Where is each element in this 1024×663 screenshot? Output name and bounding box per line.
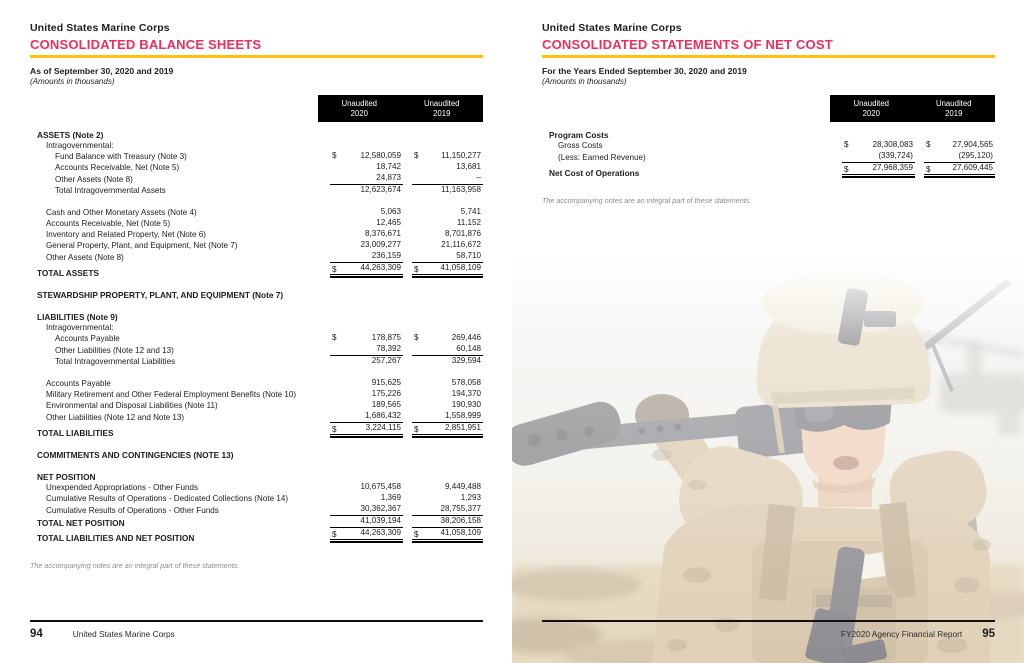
marine-photo-illustration	[512, 255, 1024, 663]
table-row	[30, 311, 483, 322]
value-2019: 28,755,377	[412, 504, 483, 516]
value-2020	[330, 459, 403, 460]
row-label: Accounts Payable	[46, 379, 111, 388]
dollar-sign: $	[332, 530, 337, 539]
table-row	[30, 516, 483, 528]
table-row	[30, 344, 483, 356]
value-2019: –	[412, 173, 483, 185]
row-label: Accounts Receivable, Net (Note 5)	[46, 219, 171, 228]
table-row	[30, 162, 483, 173]
row-label: Intragovernmental:	[46, 323, 114, 332]
value-2020: 30,362,367	[330, 504, 403, 516]
table-row	[30, 528, 483, 543]
table-row	[30, 240, 483, 251]
value-2020: 5,063	[380, 207, 401, 216]
value-2019: 1,558,999	[412, 411, 483, 423]
table-row	[30, 251, 483, 263]
table-row	[30, 504, 483, 516]
row-label: STEWARDSHIP PROPERTY, PLANT, AND EQUIPMENT (Note 7)	[37, 290, 284, 300]
value-2019	[412, 459, 483, 460]
table-row	[30, 356, 483, 367]
row-label: Other Assets (Note 8)	[55, 175, 133, 184]
amounts-note: (Amounts in thousands)	[542, 77, 627, 86]
row-label: Accounts Payable	[55, 334, 120, 343]
statement-date-line: As of September 30, 2020 and 2019	[30, 66, 174, 76]
column-header-line: 2019	[945, 108, 963, 118]
value-2019: $ 269,446	[414, 333, 481, 342]
value-2019: 11,163,958	[441, 185, 481, 194]
row-label: Cumulative Results of Operations - Other Funds	[46, 506, 219, 515]
value-2019: 8,701,876	[444, 229, 481, 238]
value-2020: $ 44,263,309	[330, 528, 403, 543]
row-label: TOTAL ASSETS	[37, 268, 99, 278]
value-2020: 1,686,432	[330, 411, 403, 423]
value-2020: 41,039,194	[330, 516, 403, 528]
value-2020: 175,226	[371, 389, 401, 398]
column-header-box	[318, 95, 483, 122]
value-2019: $ 11,150,277	[414, 151, 481, 160]
row-label: Military Retirement and Other Federal Employment Benefits (Note 10)	[46, 390, 297, 399]
table-row	[30, 207, 483, 218]
value-2020: (339,724)	[842, 151, 915, 163]
table-spacer	[30, 300, 483, 311]
table-row	[30, 333, 483, 344]
value-2019: 5,741	[460, 207, 481, 216]
row-label: Other Liabilities (Note 12 and 13)	[55, 346, 174, 355]
table-row	[542, 151, 995, 163]
table-row	[30, 449, 483, 460]
table-row	[30, 423, 483, 438]
row-label: LIABILITIES (Note 9)	[37, 312, 118, 322]
table-row	[542, 129, 995, 140]
row-label: Inventory and Related Property, Net (Note 6)	[46, 230, 207, 239]
column-header-line: Unaudited	[423, 99, 460, 108]
value-2019: 190,930	[451, 400, 481, 409]
value-2019: 1,293	[460, 493, 481, 502]
value-2020: 12,465	[376, 218, 401, 227]
table-row	[30, 389, 483, 400]
column-header-2019	[913, 95, 996, 122]
value-2019: 578,058	[451, 378, 481, 387]
row-label: Total Intragovernmental Assets	[55, 186, 166, 195]
org-name: United States Marine Corps	[542, 22, 682, 34]
value-2019: $ 41,058,109	[412, 263, 483, 278]
column-header-line: Unaudited	[341, 99, 378, 108]
value-2019: $ 27,904,565	[926, 140, 993, 149]
page-title: CONSOLIDATED BALANCE SHEETS	[30, 37, 483, 58]
value-2020: 24,873	[330, 173, 403, 185]
value-2020: $ 27,968,359	[842, 163, 915, 178]
dollar-sign: $	[844, 140, 849, 149]
value-2020: 10,675,458	[360, 482, 401, 491]
value-2019: $ 2,851,951	[412, 423, 483, 438]
row-label: NET POSITION	[37, 472, 96, 482]
row-label: Program Costs	[549, 130, 609, 140]
table-spacer	[30, 460, 483, 471]
table-row	[30, 263, 483, 278]
value-2020: $ 44,263,309	[330, 263, 403, 278]
table-row	[30, 185, 483, 196]
dollar-sign: $	[414, 425, 419, 434]
dollar-sign: $	[414, 333, 419, 342]
table-row	[30, 493, 483, 504]
row-label: Total Intragovernmental Liabilities	[55, 357, 176, 366]
column-header-line: 2020	[350, 108, 368, 118]
row-label: ASSETS (Note 2)	[37, 130, 104, 140]
page-number: 95	[982, 628, 995, 640]
table-row	[30, 173, 483, 185]
table-row	[30, 229, 483, 240]
table-row	[30, 218, 483, 229]
column-header-line: Unaudited	[935, 99, 972, 108]
footer-label: United States Marine Corps	[72, 629, 175, 639]
value-2019: $ 27,609,445	[924, 163, 995, 178]
marine-photo	[512, 255, 1024, 663]
row-label: Gross Costs	[558, 141, 603, 150]
value-2020	[330, 321, 403, 322]
value-2019: 329,594	[451, 356, 481, 365]
dollar-sign: $	[926, 165, 931, 174]
row-label: TOTAL LIABILITIES	[37, 428, 114, 438]
row-label: TOTAL NET POSITION	[37, 518, 125, 528]
row-label: Environmental and Disposal Liabilities (Note 11)	[46, 401, 218, 410]
value-2019: 11,152	[456, 218, 481, 227]
column-header-line: Unaudited	[853, 99, 890, 108]
page-title: CONSOLIDATED STATEMENTS OF NET COST	[542, 37, 995, 58]
value-2020: 915,625	[371, 378, 401, 387]
column-header-2020	[318, 95, 401, 122]
table-row	[30, 140, 483, 151]
row-label: Other Assets (Note 8)	[46, 253, 124, 262]
net-cost-rows	[542, 129, 995, 178]
value-2019	[412, 139, 483, 140]
value-2019: 9,449,488	[444, 482, 481, 491]
table-row	[30, 378, 483, 389]
column-header-line: 2019	[433, 108, 451, 118]
table-row	[30, 129, 483, 140]
value-2019: $ 41,058,109	[412, 528, 483, 543]
dollar-sign: $	[332, 425, 337, 434]
org-name: United States Marine Corps	[30, 22, 170, 34]
value-2019: 21,116,672	[441, 240, 481, 249]
page-footer	[542, 620, 995, 640]
amounts-note: (Amounts in thousands)	[30, 77, 115, 86]
row-label: Intragovernmental:	[46, 141, 114, 150]
balance-sheet-rows	[30, 129, 483, 543]
page-number: 94	[30, 628, 43, 640]
dollar-sign: $	[414, 530, 419, 539]
page-footer	[30, 620, 483, 640]
row-label: Fund Balance with Treasury (Note 3)	[55, 152, 187, 161]
value-2020: 8,376,671	[364, 229, 401, 238]
row-label: Unexpended Appropriations - Other Funds	[46, 483, 199, 492]
column-header-2019	[401, 95, 484, 122]
value-2019: 194,370	[451, 389, 481, 398]
value-2020: 18,742	[376, 162, 401, 171]
row-label: Cumulative Results of Operations - Dedicated Collections (Note 14)	[46, 494, 289, 503]
table-row	[30, 151, 483, 162]
column-header-line: 2020	[862, 108, 880, 118]
dollar-sign: $	[926, 140, 931, 149]
table-row	[30, 322, 483, 333]
table-row	[542, 140, 995, 151]
value-2019: 60,148	[412, 344, 483, 356]
value-2020: 78,392	[330, 344, 403, 356]
table-spacer	[30, 278, 483, 289]
net-cost-page	[512, 0, 1024, 663]
value-2019: 58,710	[412, 251, 483, 263]
value-2020: 189,565	[371, 400, 401, 409]
value-2019: (295,120)	[924, 151, 995, 163]
value-2020: $ 28,308,083	[844, 140, 913, 149]
value-2020: 1,369	[380, 493, 401, 502]
table-spacer	[30, 367, 483, 378]
statement-footnote: The accompanying notes are an integral part of these statements.	[542, 196, 752, 205]
column-header-box	[830, 95, 995, 122]
haze-overlay	[512, 255, 1024, 663]
dollar-sign: $	[332, 151, 337, 160]
table-row	[30, 482, 483, 493]
table-row	[30, 289, 483, 300]
table-spacer	[30, 196, 483, 207]
row-label: Accounts Receivable, Net (Note 5)	[55, 163, 180, 172]
value-2020: 23,009,277	[360, 240, 401, 249]
row-label: (Less: Earned Revenue)	[558, 153, 646, 162]
value-2019	[412, 321, 483, 322]
value-2019: 38,206,158	[412, 516, 483, 528]
column-header-2020	[830, 95, 913, 122]
dollar-sign: $	[332, 265, 337, 274]
value-2020: $ 178,875	[332, 333, 401, 342]
dollar-sign: $	[844, 165, 849, 174]
table-row	[30, 471, 483, 482]
value-2020: $ 3,224,115	[330, 423, 403, 438]
value-2020: 12,623,674	[360, 185, 401, 194]
value-2020	[330, 299, 403, 300]
row-label: TOTAL LIABILITIES AND NET POSITION	[37, 533, 195, 543]
row-label: Other Liabilities (Note 12 and Note 13)	[46, 413, 185, 422]
dollar-sign: $	[414, 151, 419, 160]
footer-label: FY2020 Agency Financial Report	[840, 629, 963, 639]
value-2020: 257,267	[371, 356, 401, 365]
value-2020: 236,159	[330, 251, 403, 263]
dollar-sign: $	[332, 333, 337, 342]
value-2019: 13,681	[456, 162, 481, 171]
row-label: General Property, Plant, and Equipment, Net (Note 7)	[46, 241, 238, 250]
row-label: Net Cost of Operations	[549, 168, 640, 178]
table-spacer	[30, 438, 483, 449]
statement-footnote: The accompanying notes are an integral part of these statements.	[30, 561, 240, 570]
value-2020: $ 12,580,059	[332, 151, 401, 160]
row-label: Cash and Other Monetary Assets (Note 4)	[46, 208, 197, 217]
value-2020	[330, 139, 403, 140]
statement-date-line: For the Years Ended September 30, 2020 and 2019	[542, 66, 747, 76]
table-row	[30, 400, 483, 411]
dollar-sign: $	[414, 265, 419, 274]
value-2019	[412, 299, 483, 300]
table-row	[30, 411, 483, 423]
table-row	[542, 163, 995, 178]
row-label: COMMITMENTS AND CONTINGENCIES (NOTE 13)	[37, 450, 234, 460]
